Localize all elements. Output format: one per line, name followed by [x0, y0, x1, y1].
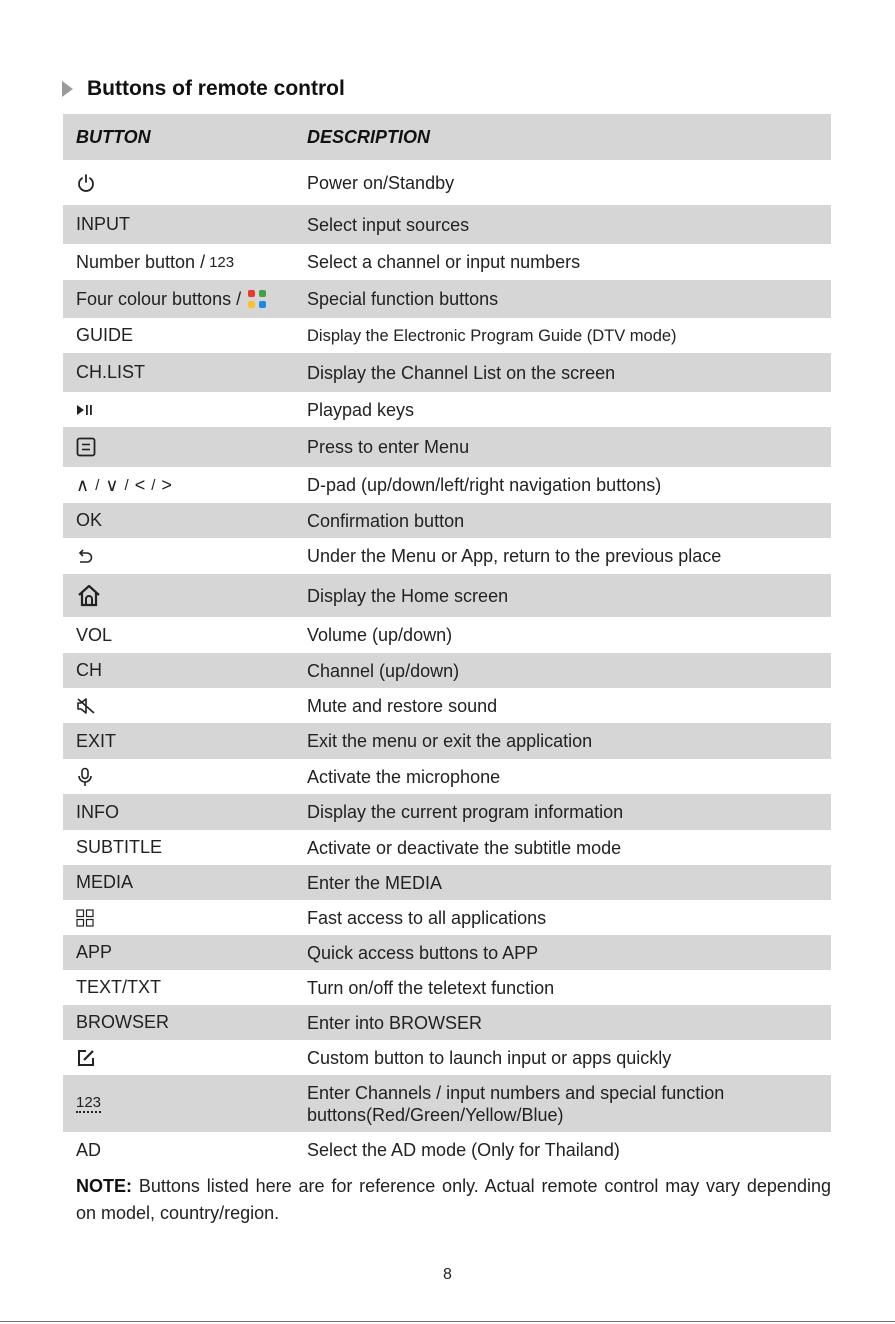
table-row: [63, 538, 831, 574]
button-cell: OK: [76, 510, 103, 530]
edit-icon: [76, 1048, 96, 1068]
table-row: [63, 617, 831, 653]
triangle-bullet-icon: [62, 81, 73, 97]
description-cell: Activate the microphone: [307, 766, 501, 787]
arrow-left: <: [134, 474, 146, 495]
table-row: [63, 318, 831, 353]
button-cell: INPUT: [76, 214, 130, 234]
bottom-divider: [0, 1321, 895, 1322]
button-cell: CH: [76, 660, 102, 680]
description-cell: Special function buttons: [307, 289, 499, 309]
buttons-table: [63, 114, 831, 1168]
button-cell: CH.LIST: [76, 362, 146, 382]
table-row: [63, 353, 831, 392]
description-cell: Select input sources: [307, 214, 470, 235]
table-row: [63, 503, 831, 538]
home-icon: [76, 584, 102, 608]
description-cell: Quick access buttons to APP: [307, 942, 539, 963]
button-cell: [63, 697, 307, 715]
description-cell: Power on/Standby: [307, 172, 455, 193]
description-cell: Activate or deactivate the subtitle mode: [307, 837, 622, 858]
table-row: [63, 205, 831, 244]
description-cell: Fast access to all applications: [307, 907, 547, 928]
description-cell: Playpad keys: [307, 399, 415, 420]
button-cell: [63, 909, 307, 927]
button-cell: [63, 475, 307, 496]
button-cell: APP: [76, 942, 113, 962]
table-row: [63, 160, 831, 205]
table-row: [63, 1040, 831, 1075]
description-cell: Turn on/off the teletext function: [307, 977, 555, 998]
description-cell: Display the Channel List on the screen: [307, 362, 616, 383]
table-row: [63, 467, 831, 503]
header-description: DESCRIPTION: [307, 127, 431, 147]
button-label: Four colour buttons /: [76, 288, 242, 309]
table-row: [63, 427, 831, 467]
table-row: [63, 244, 831, 280]
table-row: [63, 280, 831, 318]
mute-icon: [76, 697, 96, 715]
arrow-right: >: [161, 474, 172, 495]
arrow-separator: /: [151, 476, 156, 494]
description-cell: Enter Channels / input numbers and special function buttons(Red/Green/Yellow/Blue): [307, 1082, 725, 1125]
table-row: [63, 392, 831, 427]
button-cell: MEDIA: [76, 872, 134, 892]
table-row: [63, 1075, 831, 1132]
button-cell: BROWSER: [76, 1012, 170, 1032]
button-cell: TEXT/TXT: [76, 977, 161, 997]
microphone-icon: [76, 767, 94, 787]
button-cell: [63, 252, 307, 273]
power-icon: [76, 173, 96, 193]
table-row: [63, 970, 831, 1005]
description-cell: Display the current program information: [307, 802, 624, 822]
button-label: Number button /: [76, 251, 206, 272]
button-cell: [63, 584, 307, 608]
button-cell: [63, 437, 307, 457]
button-cell: VOL: [76, 624, 113, 645]
description-cell: Under the Menu or App, return to the previous place: [307, 546, 722, 566]
dotted-123-icon: 123: [76, 1093, 102, 1111]
note-label: NOTE:: [76, 1176, 132, 1196]
note-text: Buttons listed here are for reference only. Actual remote control may vary depending on model, country/region.: [76, 1176, 831, 1223]
arrow-down: ∨: [105, 474, 119, 495]
back-icon: [76, 548, 94, 564]
menu-icon: [76, 437, 96, 457]
play-pause-icon: [76, 403, 94, 417]
section-heading: [62, 76, 345, 102]
description-cell: Exit the menu or exit the application: [307, 731, 593, 751]
button-cell: EXIT: [76, 730, 117, 751]
arrow-separator: /: [95, 476, 100, 494]
description-cell: Custom button to launch input or apps quickly: [307, 1047, 672, 1068]
description-cell: Confirmation button: [307, 510, 465, 531]
description-cell: Select a channel or input numbers: [307, 252, 581, 272]
arrow-separator: /: [124, 476, 129, 494]
arrow-up: ∧: [76, 474, 90, 495]
table-row: [63, 865, 831, 900]
button-cell: [63, 289, 307, 310]
page-number: 8: [443, 1266, 452, 1283]
table-row: [63, 1005, 831, 1040]
button-cell: INFO: [76, 801, 119, 822]
button-cell: AD: [76, 1139, 102, 1160]
table-row: [63, 794, 831, 830]
apps-grid-icon: [76, 909, 94, 927]
table-row: [63, 688, 831, 723]
button-cell: [63, 403, 307, 417]
description-cell: Display the Home screen: [307, 585, 509, 606]
description-cell: Volume (up/down): [307, 625, 453, 645]
table-row: [63, 723, 831, 759]
button-cell: [63, 1095, 307, 1113]
table-row: [63, 935, 831, 970]
description-cell: Enter the MEDIA: [307, 872, 443, 893]
button-cell: [63, 548, 307, 564]
button-cell: [63, 173, 307, 193]
four-colour-dots-icon: [247, 289, 267, 309]
button-cell: [63, 1048, 307, 1068]
table-row: [63, 900, 831, 935]
description-cell: D-pad (up/down/left/right navigation buttons): [307, 475, 662, 495]
section-title: Buttons of remote control: [87, 77, 345, 100]
description-cell: Display the Electronic Program Guide (DTV mode): [307, 326, 677, 345]
table-header-row: [63, 114, 831, 160]
table-row: [63, 653, 831, 688]
table-row: [63, 759, 831, 794]
table-row: [63, 830, 831, 865]
description-cell: Channel (up/down): [307, 660, 460, 681]
button-cell: GUIDE: [76, 325, 134, 345]
note-paragraph: [76, 1173, 831, 1227]
button-cell: SUBTITLE: [76, 837, 163, 857]
description-cell: Select the AD mode (Only for Thailand): [307, 1140, 620, 1160]
description-cell: Mute and restore sound: [307, 695, 498, 716]
description-cell: Enter into BROWSER: [307, 1012, 483, 1033]
description-cell: Press to enter Menu: [307, 437, 470, 457]
button-cell: [63, 767, 307, 787]
header-button: BUTTON: [76, 126, 151, 147]
table-row: [63, 1132, 831, 1168]
button-suffix: 123: [209, 253, 235, 271]
table-row: [63, 574, 831, 617]
